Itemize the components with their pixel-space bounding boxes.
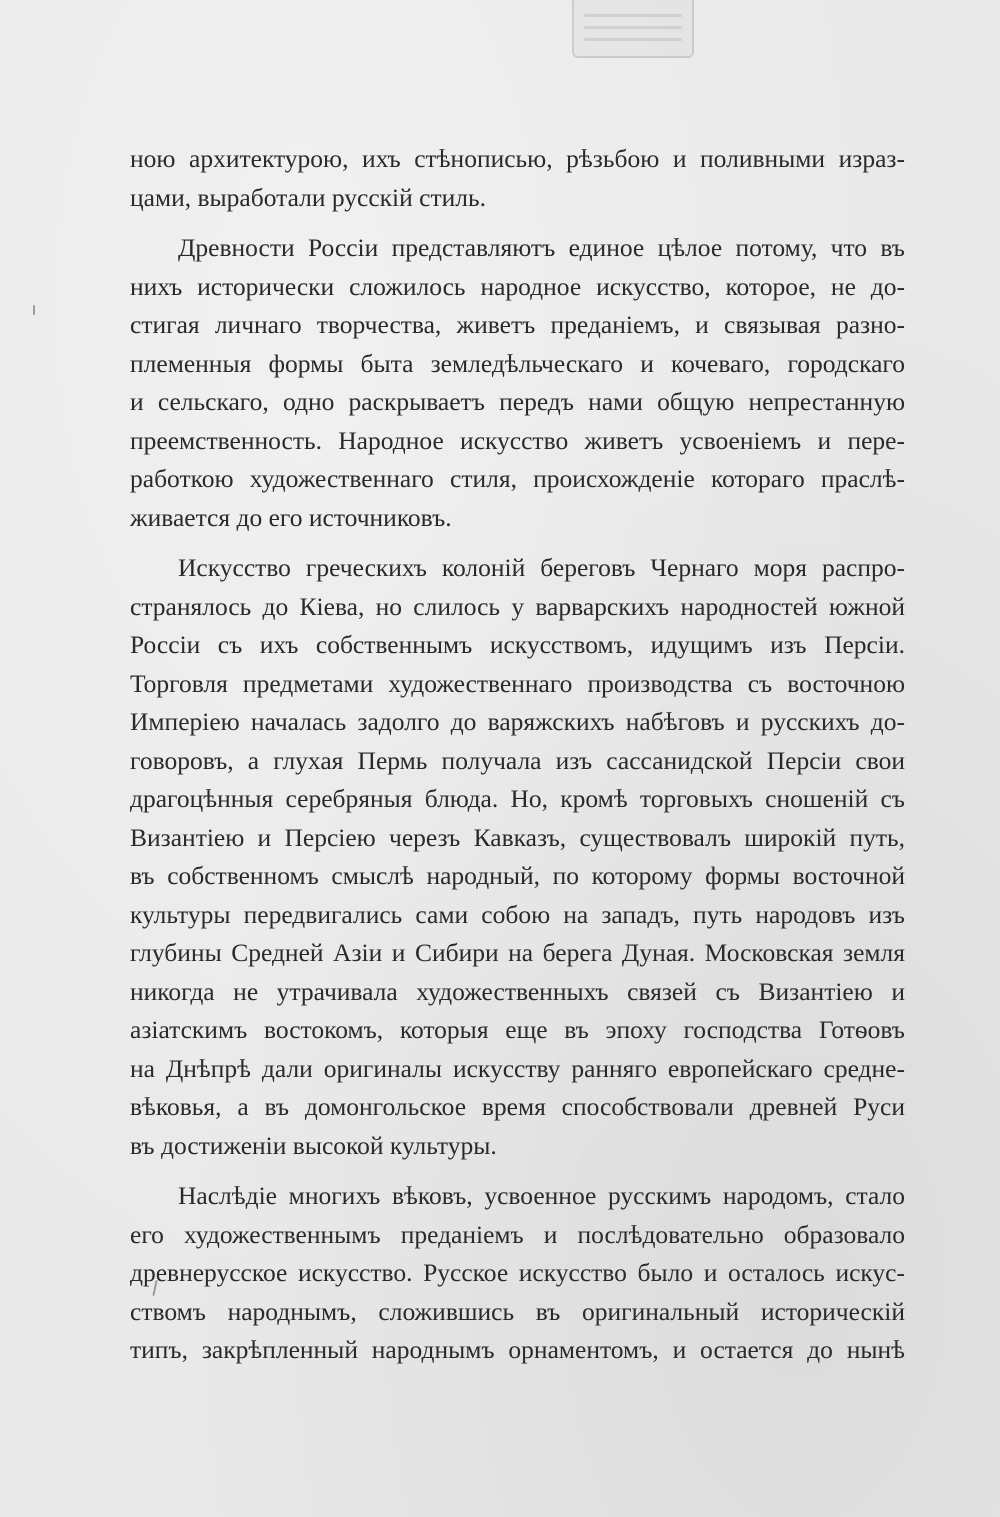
- text-line: его художественнымъ преданіемъ и послѣдовательно образовало: [130, 1219, 905, 1249]
- text-line: говоровъ, а глухая Пермь получала изъ сассанидской Персіи свои: [130, 745, 905, 775]
- text-line: вѣковья, а въ домонгольское время способствовали древней Руси: [130, 1092, 905, 1121]
- text-line: Искусство греческихъ колоній береговъ Чернаго моря распро-: [178, 553, 905, 582]
- text-line: Имперіею началась задолго до варяжскихъ набѣговъ и русскихъ до-: [130, 707, 905, 736]
- text-line: Византіею и Персіею черезъ Кавказъ, существовалъ широкій путь,: [130, 822, 905, 852]
- text-line: Россіи съ ихъ собственнымъ искусствомъ, идущимъ изъ Персіи.: [130, 630, 905, 659]
- stamp-line: [584, 14, 682, 17]
- stamp-line: [584, 38, 682, 41]
- text-line: преемственность. Народное искусство живетъ усвоеніемъ и пере-: [130, 425, 905, 455]
- text-line: нихъ исторически сложилось народное искусство, которое, не до-: [130, 271, 905, 301]
- text-line: ною архитектурою, ихъ стѣнописью, рѣзьбою и поливными израз-: [130, 144, 905, 173]
- page-text: [130, 140, 905, 1370]
- text-line: азіатскимъ востокомъ, которыя еще въ эпоху господства Готѳовъ: [130, 1015, 905, 1044]
- library-stamp: [572, 0, 694, 58]
- paragraph-3: [130, 549, 905, 1165]
- text-line: работкою художественнаго стиля, происхожденіе котораго праслѣ-: [130, 464, 905, 493]
- text-line: культуры передвигались сами собою на западъ, путь народовъ изъ: [130, 899, 905, 929]
- text-line: древнерусское искусство. Русское искусство было и осталось искус-: [130, 1258, 905, 1287]
- paragraph-4: [130, 1177, 905, 1370]
- text-line: племенныя формы быта земледѣльческаго и кочеваго, городскаго: [130, 348, 905, 378]
- text-line: типъ, закрѣпленный народнымъ орнаментомъ, и остается до нынѣ: [130, 1335, 905, 1364]
- paragraph-2: [130, 229, 905, 537]
- text-line: драгоцѣнныя серебряныя блюда. Но, кромѣ торговыхъ сношеній съ: [130, 784, 905, 813]
- text-line: въ собственномъ смыслѣ народный, по которому формы восточной: [130, 861, 905, 890]
- paragraph-1: [130, 140, 905, 217]
- text-line: никогда не утрачивала художественныхъ связей съ Византіею и: [130, 976, 905, 1006]
- text-line: странялось до Кіева, но слилось у варварскихъ народностей южной: [130, 591, 905, 621]
- text-line: и сельскаго, одно раскрываетъ передъ нами общую непрестанную: [130, 387, 905, 416]
- text-line: Древности Россіи представляютъ единое цѣлое потому, что въ: [178, 233, 905, 262]
- text-line: на Днѣпрѣ дали оригиналы искусству ранняго европейскаго средне-: [130, 1053, 905, 1083]
- stamp-line: [584, 26, 682, 29]
- text-line: ствомъ народнымъ, сложившись въ оригинальный историческій: [130, 1296, 905, 1326]
- text-line: стигая личнаго творчества, живетъ преданіемъ, и связывая разно-: [130, 310, 905, 339]
- text-line: цами, выработали русскій стиль.: [130, 182, 487, 212]
- margin-speck: [33, 305, 35, 315]
- text-line: глубины Средней Азіи и Сибири на берега Дуная. Московская земля: [130, 938, 905, 967]
- text-line: живается до его источниковъ.: [130, 502, 452, 532]
- text-line: Торговля предметами художественнаго производства съ восточною: [130, 668, 905, 698]
- text-line: въ достиженіи высокой культуры.: [130, 1130, 497, 1160]
- text-line: Наслѣдіе многихъ вѣковъ, усвоенное русскимъ народомъ, стало: [178, 1181, 905, 1210]
